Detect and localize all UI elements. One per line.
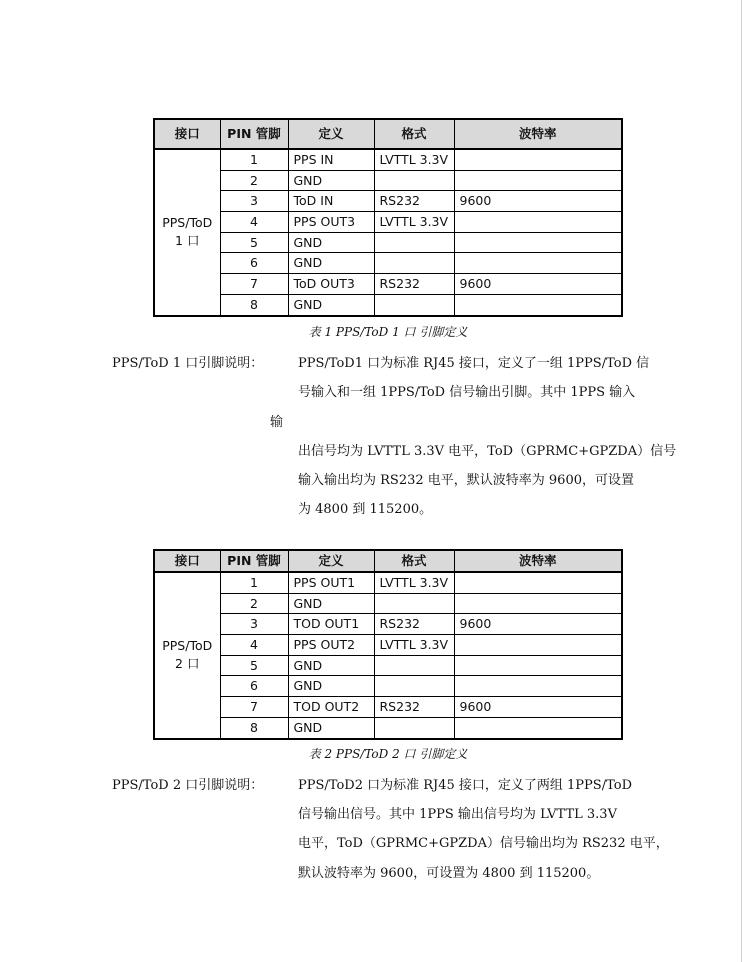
pin-cell: 6 xyxy=(220,676,288,697)
definition-cell: TOD OUT2 xyxy=(288,697,374,718)
header-definition: 定义 xyxy=(288,550,374,572)
definition-cell: GND xyxy=(288,294,374,315)
description-2-line: PPS/ToD2 口为标准 RJ45 接口，定义了两组 1PPS/ToD xyxy=(298,778,632,793)
table-row xyxy=(154,232,622,253)
baud-cell: 9600 xyxy=(454,274,622,295)
table-row xyxy=(154,635,622,656)
baud-cell xyxy=(454,232,622,253)
baud-cell xyxy=(454,635,622,656)
pin-cell: 8 xyxy=(220,717,288,738)
pin-cell: 3 xyxy=(220,614,288,635)
format-cell: RS232 xyxy=(374,697,454,718)
pin-cell: 5 xyxy=(220,232,288,253)
table-row xyxy=(154,676,622,697)
table-2-caption: 表 2 PPS/ToD 2 口 引脚定义 xyxy=(308,747,468,761)
pin-cell: 5 xyxy=(220,655,288,676)
table-row xyxy=(154,170,622,191)
table-row xyxy=(154,655,622,676)
format-cell: LVTTL 3.3V xyxy=(374,149,454,170)
pin-cell: 7 xyxy=(220,697,288,718)
baud-cell xyxy=(454,676,622,697)
baud-cell xyxy=(454,212,622,233)
table-row xyxy=(154,274,622,295)
description-1-line: 输 xyxy=(270,415,284,430)
table-row xyxy=(154,614,622,635)
baud-cell: 9600 xyxy=(454,697,622,718)
header-baud: 波特率 xyxy=(454,550,622,572)
table-row xyxy=(154,697,622,718)
header-pin: PIN 管脚 xyxy=(220,119,288,149)
baud-cell: 9600 xyxy=(454,614,622,635)
definition-cell: ToD IN xyxy=(288,191,374,212)
header-definition: 定义 xyxy=(288,119,374,149)
pin-cell: 2 xyxy=(220,593,288,614)
format-cell: LVTTL 3.3V xyxy=(374,572,454,593)
baud-cell xyxy=(454,253,622,274)
format-cell xyxy=(374,717,454,738)
table-row xyxy=(154,253,622,274)
table-row xyxy=(154,572,622,593)
pin-cell: 2 xyxy=(220,170,288,191)
pin-cell: 4 xyxy=(220,212,288,233)
description-1-line: 出信号均为 LVTTL 3.3V 电平，ToD（GPRMC+GPZDA）信号 xyxy=(298,444,677,459)
format-cell xyxy=(374,253,454,274)
table-1-caption: 表 1 PPS/ToD 1 口 引脚定义 xyxy=(308,325,468,339)
format-cell xyxy=(374,170,454,191)
pin-cell: 8 xyxy=(220,294,288,315)
header-pin: PIN 管脚 xyxy=(220,550,288,572)
format-cell: RS232 xyxy=(374,191,454,212)
table-row xyxy=(154,212,622,233)
pin-cell: 1 xyxy=(220,572,288,593)
table-row xyxy=(154,149,622,170)
pin-cell: 7 xyxy=(220,274,288,295)
pin-table-2 xyxy=(153,549,623,740)
definition-cell: GND xyxy=(288,593,374,614)
table-row xyxy=(154,593,622,614)
definition-cell: GND xyxy=(288,717,374,738)
description-1-line: 输入输出均为 RS232 电平，默认波特率为 9600，可设置 xyxy=(298,473,634,488)
format-cell xyxy=(374,676,454,697)
format-cell: LVTTL 3.3V xyxy=(374,635,454,656)
definition-cell: PPS OUT2 xyxy=(288,635,374,656)
definition-cell: GND xyxy=(288,170,374,191)
interface-cell xyxy=(154,572,220,739)
format-cell xyxy=(374,655,454,676)
pin-cell: 3 xyxy=(220,191,288,212)
format-cell: RS232 xyxy=(374,614,454,635)
definition-cell: PPS IN xyxy=(288,149,374,170)
definition-cell: GND xyxy=(288,655,374,676)
page-edge xyxy=(741,0,742,962)
pin-table-1 xyxy=(153,118,623,317)
table-row xyxy=(154,191,622,212)
table-row xyxy=(154,717,622,738)
interface-name: PPS/ToD xyxy=(162,638,213,654)
header-interface: 接口 xyxy=(154,550,220,572)
header-interface: 接口 xyxy=(154,119,220,149)
baud-cell xyxy=(454,717,622,738)
baud-cell xyxy=(454,149,622,170)
definition-cell: GND xyxy=(288,676,374,697)
description-2-line: 电平，ToD（GPRMC+GPZDA）信号输出均为 RS232 电平， xyxy=(298,836,669,851)
header-format: 格式 xyxy=(374,550,454,572)
header-format: 格式 xyxy=(374,119,454,149)
baud-cell xyxy=(454,170,622,191)
format-cell xyxy=(374,593,454,614)
baud-cell xyxy=(454,572,622,593)
baud-cell xyxy=(454,593,622,614)
definition-cell: GND xyxy=(288,253,374,274)
interface-cell xyxy=(154,149,220,316)
baud-cell xyxy=(454,294,622,315)
table-row xyxy=(154,294,622,315)
pin-cell: 4 xyxy=(220,635,288,656)
description-1-line: 为 4800 到 115200。 xyxy=(298,502,433,517)
baud-cell xyxy=(454,655,622,676)
definition-cell: ToD OUT3 xyxy=(288,274,374,295)
format-cell: LVTTL 3.3V xyxy=(374,212,454,233)
format-cell xyxy=(374,294,454,315)
interface-name: PPS/ToD xyxy=(162,215,213,231)
definition-cell: PPS OUT1 xyxy=(288,572,374,593)
pin-cell: 1 xyxy=(220,149,288,170)
description-1-label: PPS/ToD 1 口引脚说明： xyxy=(112,356,264,371)
format-cell xyxy=(374,232,454,253)
pin-cell: 6 xyxy=(220,253,288,274)
description-2-line: 默认波特率为 9600，可设置为 4800 到 115200。 xyxy=(298,866,600,881)
description-1-line: 号输入和一组 1PPS/ToD 信号输出引脚。其中 1PPS 输入 xyxy=(298,385,636,400)
interface-port: 2 口 xyxy=(175,656,200,672)
definition-cell: TOD OUT1 xyxy=(288,614,374,635)
header-baud: 波特率 xyxy=(454,119,622,149)
description-1-line: PPS/ToD1 口为标准 RJ45 接口，定义了一组 1PPS/ToD 信 xyxy=(298,356,650,371)
definition-cell: GND xyxy=(288,232,374,253)
table-header-row xyxy=(154,119,622,149)
baud-cell: 9600 xyxy=(454,191,622,212)
table-header-row xyxy=(154,550,622,572)
interface-port: 1 口 xyxy=(175,233,200,249)
definition-cell: PPS OUT3 xyxy=(288,212,374,233)
format-cell: RS232 xyxy=(374,274,454,295)
description-2-label: PPS/ToD 2 口引脚说明： xyxy=(112,778,264,793)
description-2-line: 信号输出信号。其中 1PPS 输出信号均为 LVTTL 3.3V xyxy=(298,807,617,822)
